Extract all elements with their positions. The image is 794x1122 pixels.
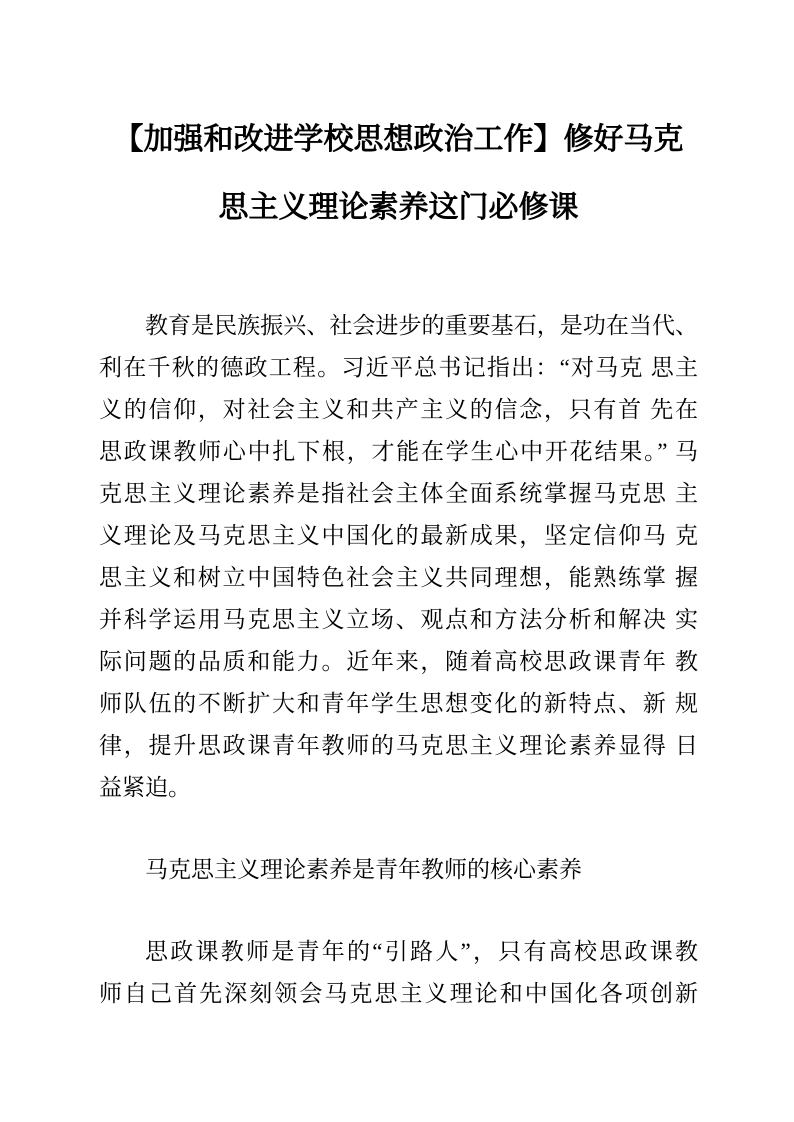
text-line: 义的信仰，对社会主义和共产主义的信念，只有首 先在 [99,397,698,422]
text-line: 义理论及马克思主义中国化的最新成果，坚定信仰马 克 [99,523,698,548]
text-line: 并科学运用马克思主义立场、观点和方法分析和解决 实 [99,607,698,632]
text-line: 际问题的品质和能力。近年来，随着高校思政课青年 教 [99,649,698,674]
text-line: 师自己首先深刻领会马克思主义理论和中国化各项创新 [99,981,698,1006]
document-body [99,305,698,1015]
section-heading [99,849,698,891]
title-line: 【加强和改进学校思想政治工作】修好马克 [113,123,684,156]
text-line: 思政课教师心中扎下根，才能在学生心中开花结果。” 马 [99,439,698,464]
text-line: 思主义和树立中国特色社会主义共同理想，能熟练掌 握 [99,565,698,590]
paragraph-teachers [99,931,698,1015]
document-title [99,106,698,242]
title-line: 思主义理论素养这门必修课 [218,191,579,224]
text-line: 律，提升思政课青年教师的马克思主义理论素养显得 日 [99,733,698,758]
text-line: 思政课教师是青年的“引路人”，只有高校思政课教 [145,939,698,964]
text-line: 益紧迫。 [99,775,191,800]
text-line: 利在千秋的德政工程。习近平总书记指出：“对马克 思主 [99,355,698,380]
paragraph-intro [99,305,698,809]
text-line: 克思主义理论素养是指社会主体全面系统掌握马克思 主 [99,481,698,506]
text-line: 马克思主义理论素养是青年教师的核心素养 [145,857,582,882]
text-line: 教育是民族振兴、社会进步的重要基石，是功在当代、 [145,313,698,338]
text-line: 师队伍的不断扩大和青年学生思想变化的新特点、新 规 [99,691,698,716]
